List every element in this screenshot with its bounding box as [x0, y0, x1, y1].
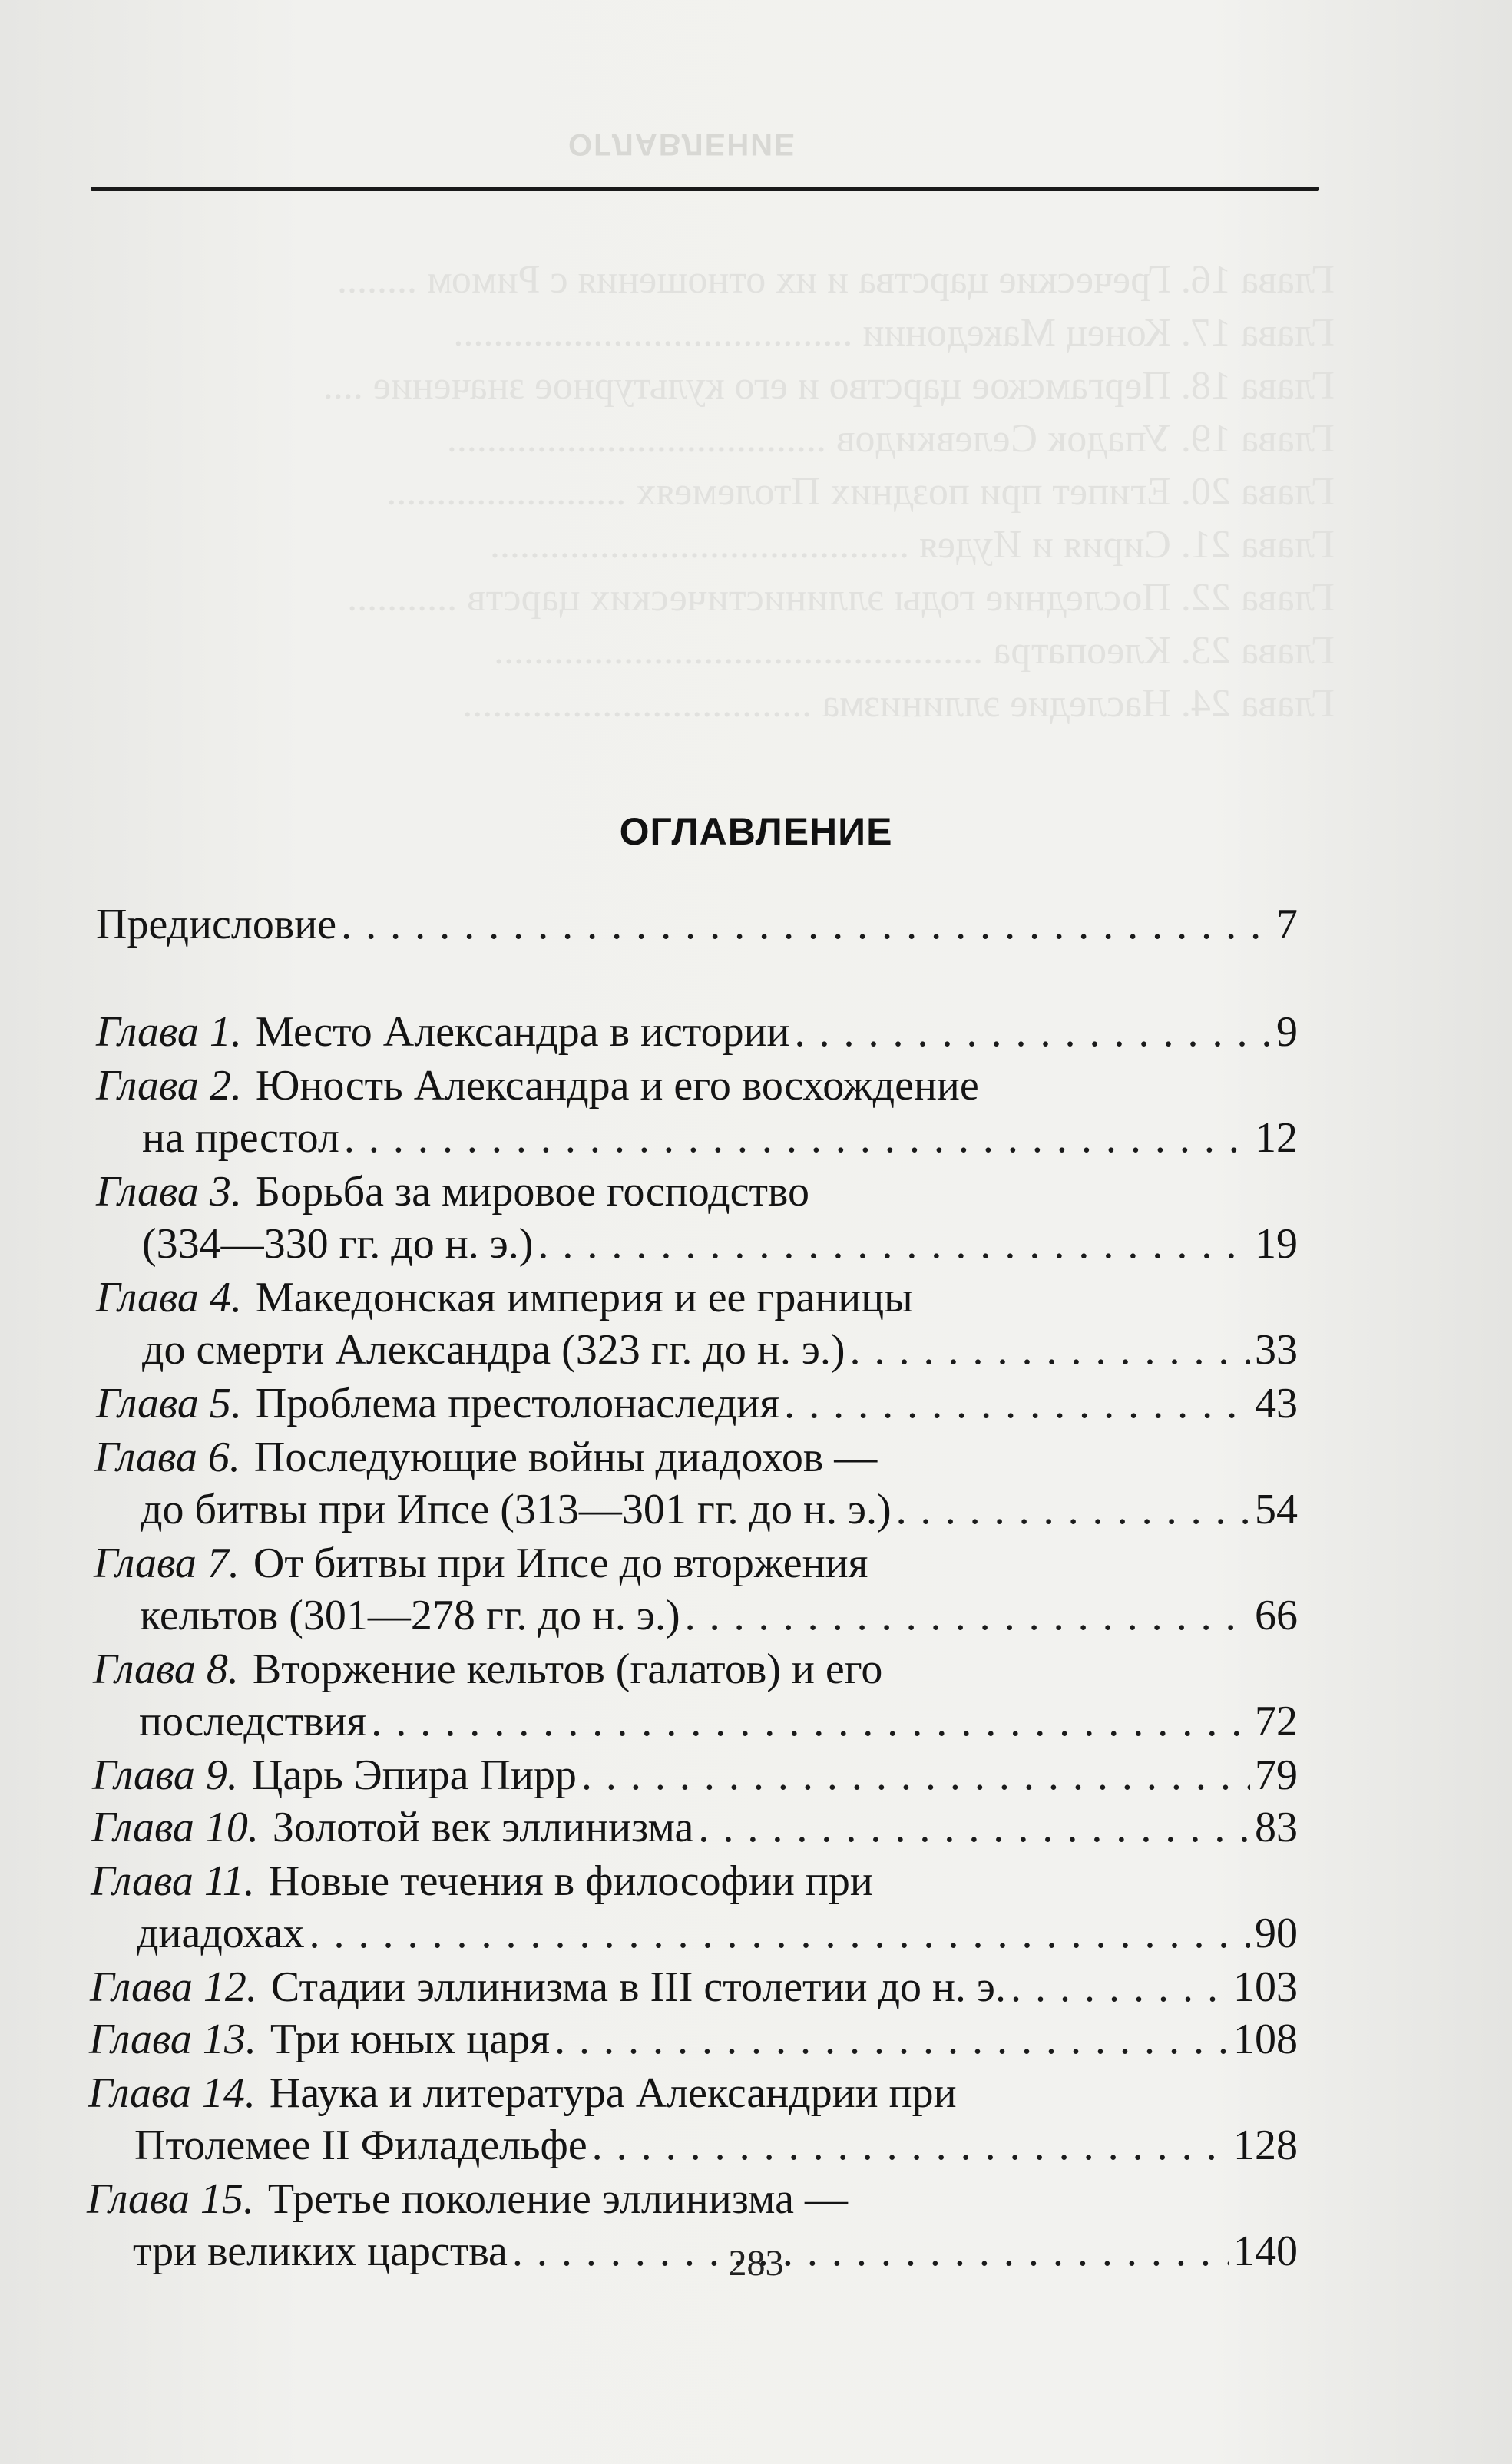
toc-entry-line	[89, 2013, 1298, 2064]
dot-leader	[309, 1909, 1250, 1958]
ghost-line: Глава 21. Сирия и Иудея ..........................................	[490, 523, 1335, 567]
page-ref: 66	[1255, 1592, 1298, 1639]
chapter-title: Золотой век эллинизма	[272, 1804, 694, 1851]
chapter-title: до битвы при Ипсе (313—301 гг. до н. э.)	[141, 1486, 892, 1533]
page-ref: 43	[1255, 1380, 1298, 1427]
chapter-title: до смерти Александра (323 гг. до н. э.)	[142, 1326, 845, 1374]
chapter-title: Третье поколение эллинизма —	[267, 2175, 848, 2223]
dot-leader	[592, 2121, 1229, 2170]
toc-entry-line	[142, 1218, 1298, 1268]
chapter-title: последствия	[139, 1698, 367, 1745]
chapter-title: Три юных царя	[270, 2016, 550, 2063]
chapter-number: Глава 11.	[91, 1857, 255, 1905]
dot-leader	[850, 1325, 1250, 1374]
dot-leader	[341, 900, 1272, 949]
chapter-title: Новые течения в философии при	[268, 1857, 873, 1905]
toc-entry-line	[91, 1855, 1298, 1906]
chapter-number: Глава 6.	[94, 1434, 240, 1481]
chapter-number: Глава 10.	[91, 1804, 259, 1851]
chapter-title: Предисловие	[96, 901, 337, 948]
toc-entry-line	[91, 1801, 1298, 1852]
dot-leader	[581, 1751, 1250, 1800]
toc-entry-line	[90, 1961, 1298, 2012]
chapter-title: Место Александра в истории	[255, 1008, 790, 1056]
page-ref: 83	[1255, 1804, 1298, 1851]
toc-entry-line	[96, 1006, 1298, 1057]
chapter-number: Глава 2.	[96, 1062, 242, 1110]
page-number: 283	[728, 2243, 784, 2284]
page-ref: 33	[1255, 1326, 1298, 1374]
page-ref: 72	[1255, 1698, 1298, 1745]
chapter-number: Глава 9.	[92, 1751, 238, 1799]
page-ref: 140	[1233, 2228, 1298, 2275]
chapter-title: диадохах	[137, 1910, 305, 1957]
chapter-number: Глава 15.	[87, 2175, 254, 2223]
running-head-bleedthrough: ОГЛАВЛЕНИЕ	[568, 127, 796, 161]
chapter-title: Вторжение кельтов (галатов) и его	[252, 1645, 883, 1693]
chapter-number: Глава 3.	[96, 1168, 242, 1215]
toc-entry-line	[87, 2173, 1298, 2224]
chapter-title: Борьба за мировое господство	[255, 1168, 809, 1215]
chapter-title: Последующие войны диадохов —	[253, 1434, 878, 1481]
page-ref: 90	[1255, 1910, 1298, 1957]
ghost-line: Глава 23. Клеопатра .................................................	[494, 629, 1335, 673]
chapter-number: Глава 12.	[90, 1963, 257, 2011]
chapter-title: (334—330 гг. до н. э.)	[142, 1220, 534, 1268]
dot-leader	[784, 1379, 1250, 1428]
chapter-title: От битвы при Ипсе до вторжения	[253, 1540, 868, 1587]
toc-entry-line	[96, 1060, 1298, 1110]
toc-entry-line	[96, 898, 1298, 949]
chapter-title: Юность Александра и его восхождение	[255, 1062, 979, 1110]
ghost-line: Глава 22. Последние годы эллинистических царств ...........	[347, 576, 1335, 620]
page-ref: 9	[1276, 1008, 1298, 1056]
chapter-number: Глава 4.	[96, 1274, 242, 1321]
chapter-number: Глава 7.	[94, 1540, 240, 1587]
dot-leader	[371, 1697, 1250, 1746]
page-ref: 12	[1255, 1114, 1298, 1162]
dot-leader	[554, 2015, 1229, 2064]
chapter-title: Царь Эпира Пирр	[251, 1751, 577, 1799]
ghost-line: Глава 24. Наследие эллинизма ...................................	[462, 682, 1335, 726]
toc-entry-line	[142, 1112, 1298, 1163]
page-ref: 103	[1233, 1963, 1298, 2011]
chapter-title: Проблема престолонаследия	[255, 1380, 780, 1427]
toc-entry-line	[88, 2067, 1298, 2118]
chapter-title: Птолемее II Филадельфе	[134, 2122, 587, 2169]
ghost-line: Глава 16. Греческие царства и их отношения с Римом ........	[336, 258, 1335, 302]
ghost-line: Глава 17. Конец Македонии ........................................	[453, 311, 1335, 355]
page-ref: 54	[1255, 1486, 1298, 1533]
dot-leader	[698, 1803, 1250, 1852]
toc-entry-line	[140, 1589, 1298, 1640]
chapter-title: Наука и литература Александрии при	[269, 2069, 957, 2117]
dot-leader	[538, 1219, 1250, 1268]
chapter-number: Глава 13.	[89, 2016, 256, 2063]
ghost-line: Глава 19. Упадок Селевкидов ......................................	[446, 417, 1335, 461]
page-ref: 7	[1276, 901, 1298, 948]
toc-entry-line	[96, 1166, 1298, 1216]
page-ref: 79	[1255, 1751, 1298, 1799]
chapter-title: три великих царства	[133, 2228, 508, 2275]
chapter-title: Стадии эллинизма в III столетии до н. э.	[270, 1963, 1006, 2011]
dot-leader	[685, 1591, 1250, 1640]
chapter-title: на престол	[142, 1114, 339, 1162]
toc-entry-line	[142, 1324, 1298, 1374]
toc-entry-line	[92, 1749, 1298, 1800]
toc-entry-line	[96, 1378, 1298, 1428]
dot-leader	[795, 1007, 1272, 1057]
chapter-number: Глава 5.	[96, 1380, 242, 1427]
chapter-title: Македонская империя и ее границы	[255, 1274, 913, 1321]
chapter-title: кельтов (301—278 гг. до н. э.)	[140, 1592, 680, 1639]
dot-leader	[896, 1485, 1250, 1534]
toc-entry-line	[137, 1907, 1298, 1958]
ghost-line: Глава 18. Пергамское царство и его культурное значение ....	[323, 364, 1335, 408]
page-ref: 128	[1233, 2122, 1298, 2169]
toc-entry-line	[141, 1483, 1298, 1534]
toc-entry-line	[93, 1643, 1298, 1694]
toc-entry-line	[94, 1537, 1298, 1588]
page-ref: 108	[1233, 2016, 1298, 2063]
toc-entry-line	[139, 1695, 1298, 1746]
ghost-line: Глава 20. Египет при поздних Птолемеях ........................	[386, 470, 1335, 514]
chapter-number: Глава 8.	[93, 1645, 239, 1693]
toc-title: ОГЛАВЛЕНИЕ	[619, 809, 893, 853]
toc-entry-line	[94, 1431, 1298, 1482]
toc-entry-line	[134, 2119, 1298, 2170]
chapter-number: Глава 14.	[88, 2069, 256, 2117]
toc-entry-line	[96, 1272, 1298, 1322]
dot-leader	[344, 1113, 1250, 1163]
page-ref: 19	[1255, 1220, 1298, 1268]
dot-leader	[1011, 1963, 1229, 2012]
chapter-number: Глава 1.	[96, 1008, 242, 1056]
